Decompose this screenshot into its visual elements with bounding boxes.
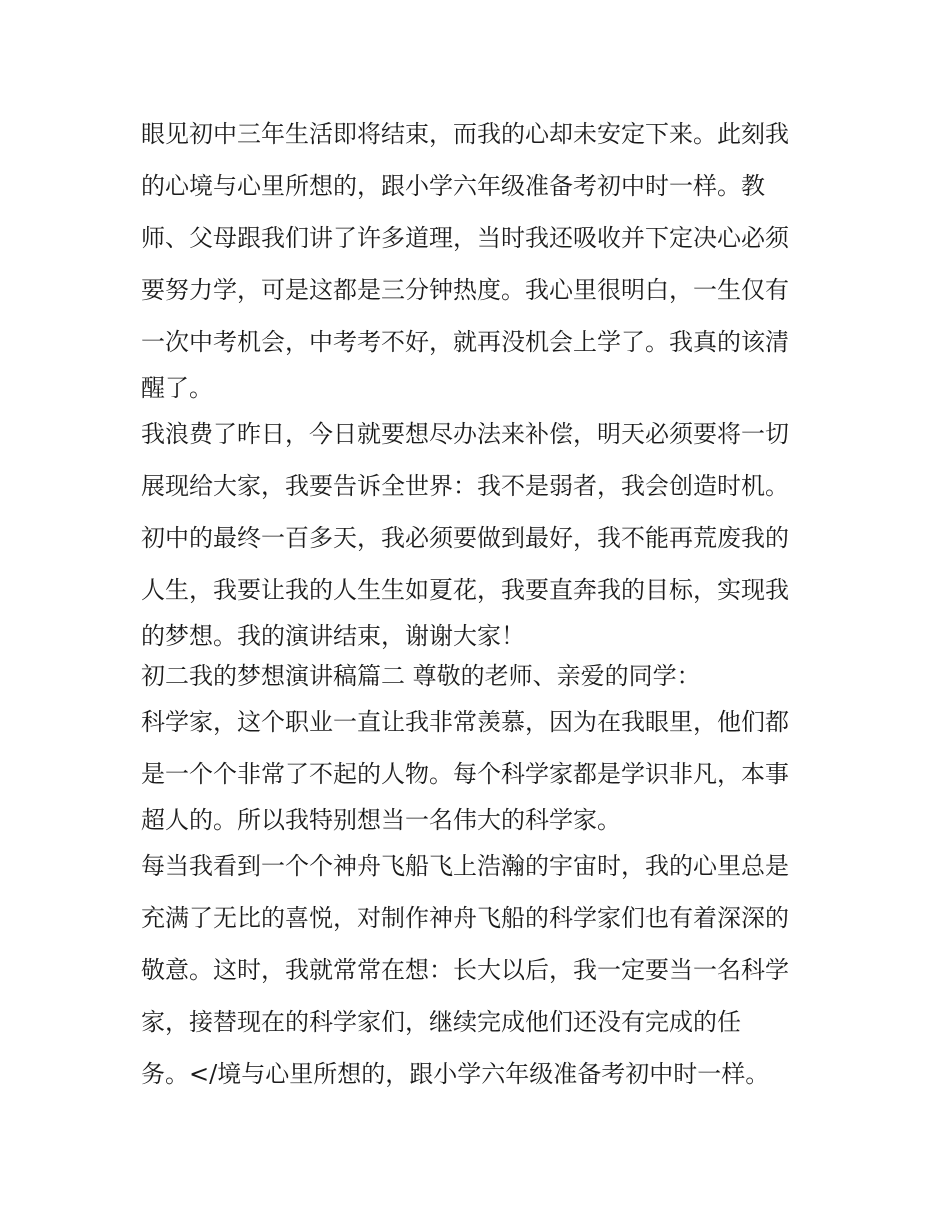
text-line: 是一个个非常了不起的人物。每个科学家都是学识非凡，本事 [141,760,789,788]
text-line: 人生，我要让我的人生生如夏花，我要直奔我的目标，实现我 [141,576,789,604]
text-line: 务。</境与心里所想的，跟小学六年级准备考初中时一样。 [141,1060,770,1088]
text-line: 科学家，这个职业一直让我非常羡慕，因为在我眼里，他们都 [141,708,789,736]
text-line: 师、父母跟我们讲了许多道理，当时我还吸收并下定决心必须 [141,224,789,252]
text-line: 展现给大家，我要告诉全世界：我不是弱者，我会创造时机。 [141,472,789,500]
section-heading: 初二我的梦想演讲稿篇二 尊敬的老师、亲爱的同学： [141,662,701,690]
text-line: 一次中考机会，中考考不好，就再没机会上学了。我真的该清 [141,328,789,356]
document-body [141,108,813,1100]
text-line: 眼见初中三年生活即将结束，而我的心却未安定下来。此刻我 [141,120,789,148]
text-line: 的梦想。我的演讲结束，谢谢大家！ [141,622,525,650]
text-line: 初中的最终一百多天，我必须要做到最好，我不能再荒废我的 [141,524,789,552]
text-line: 要努力学，可是这都是三分钟热度。我心里很明白，一生仅有 [141,276,789,304]
text-line: 我浪费了昨日，今日就要想尽办法来补偿，明天必须要将一切 [141,420,789,448]
text-line: 超人的。所以我特别想当一名伟大的科学家。 [141,806,621,834]
text-line: 的心境与心里所想的，跟小学六年级准备考初中时一样。教 [141,172,765,200]
text-line: 每当我看到一个个神舟飞船飞上浩瀚的宇宙时，我的心里总是 [141,852,789,880]
text-line: 醒了。 [141,374,213,402]
text-line: 敬意。这时，我就常常在想：长大以后，我一定要当一名科学 [141,956,789,984]
text-line: 家，接替现在的科学家们，继续完成他们还没有完成的任 [141,1008,741,1036]
text-line: 充满了无比的喜悦，对制作神舟飞船的科学家们也有着深深的 [141,904,789,932]
